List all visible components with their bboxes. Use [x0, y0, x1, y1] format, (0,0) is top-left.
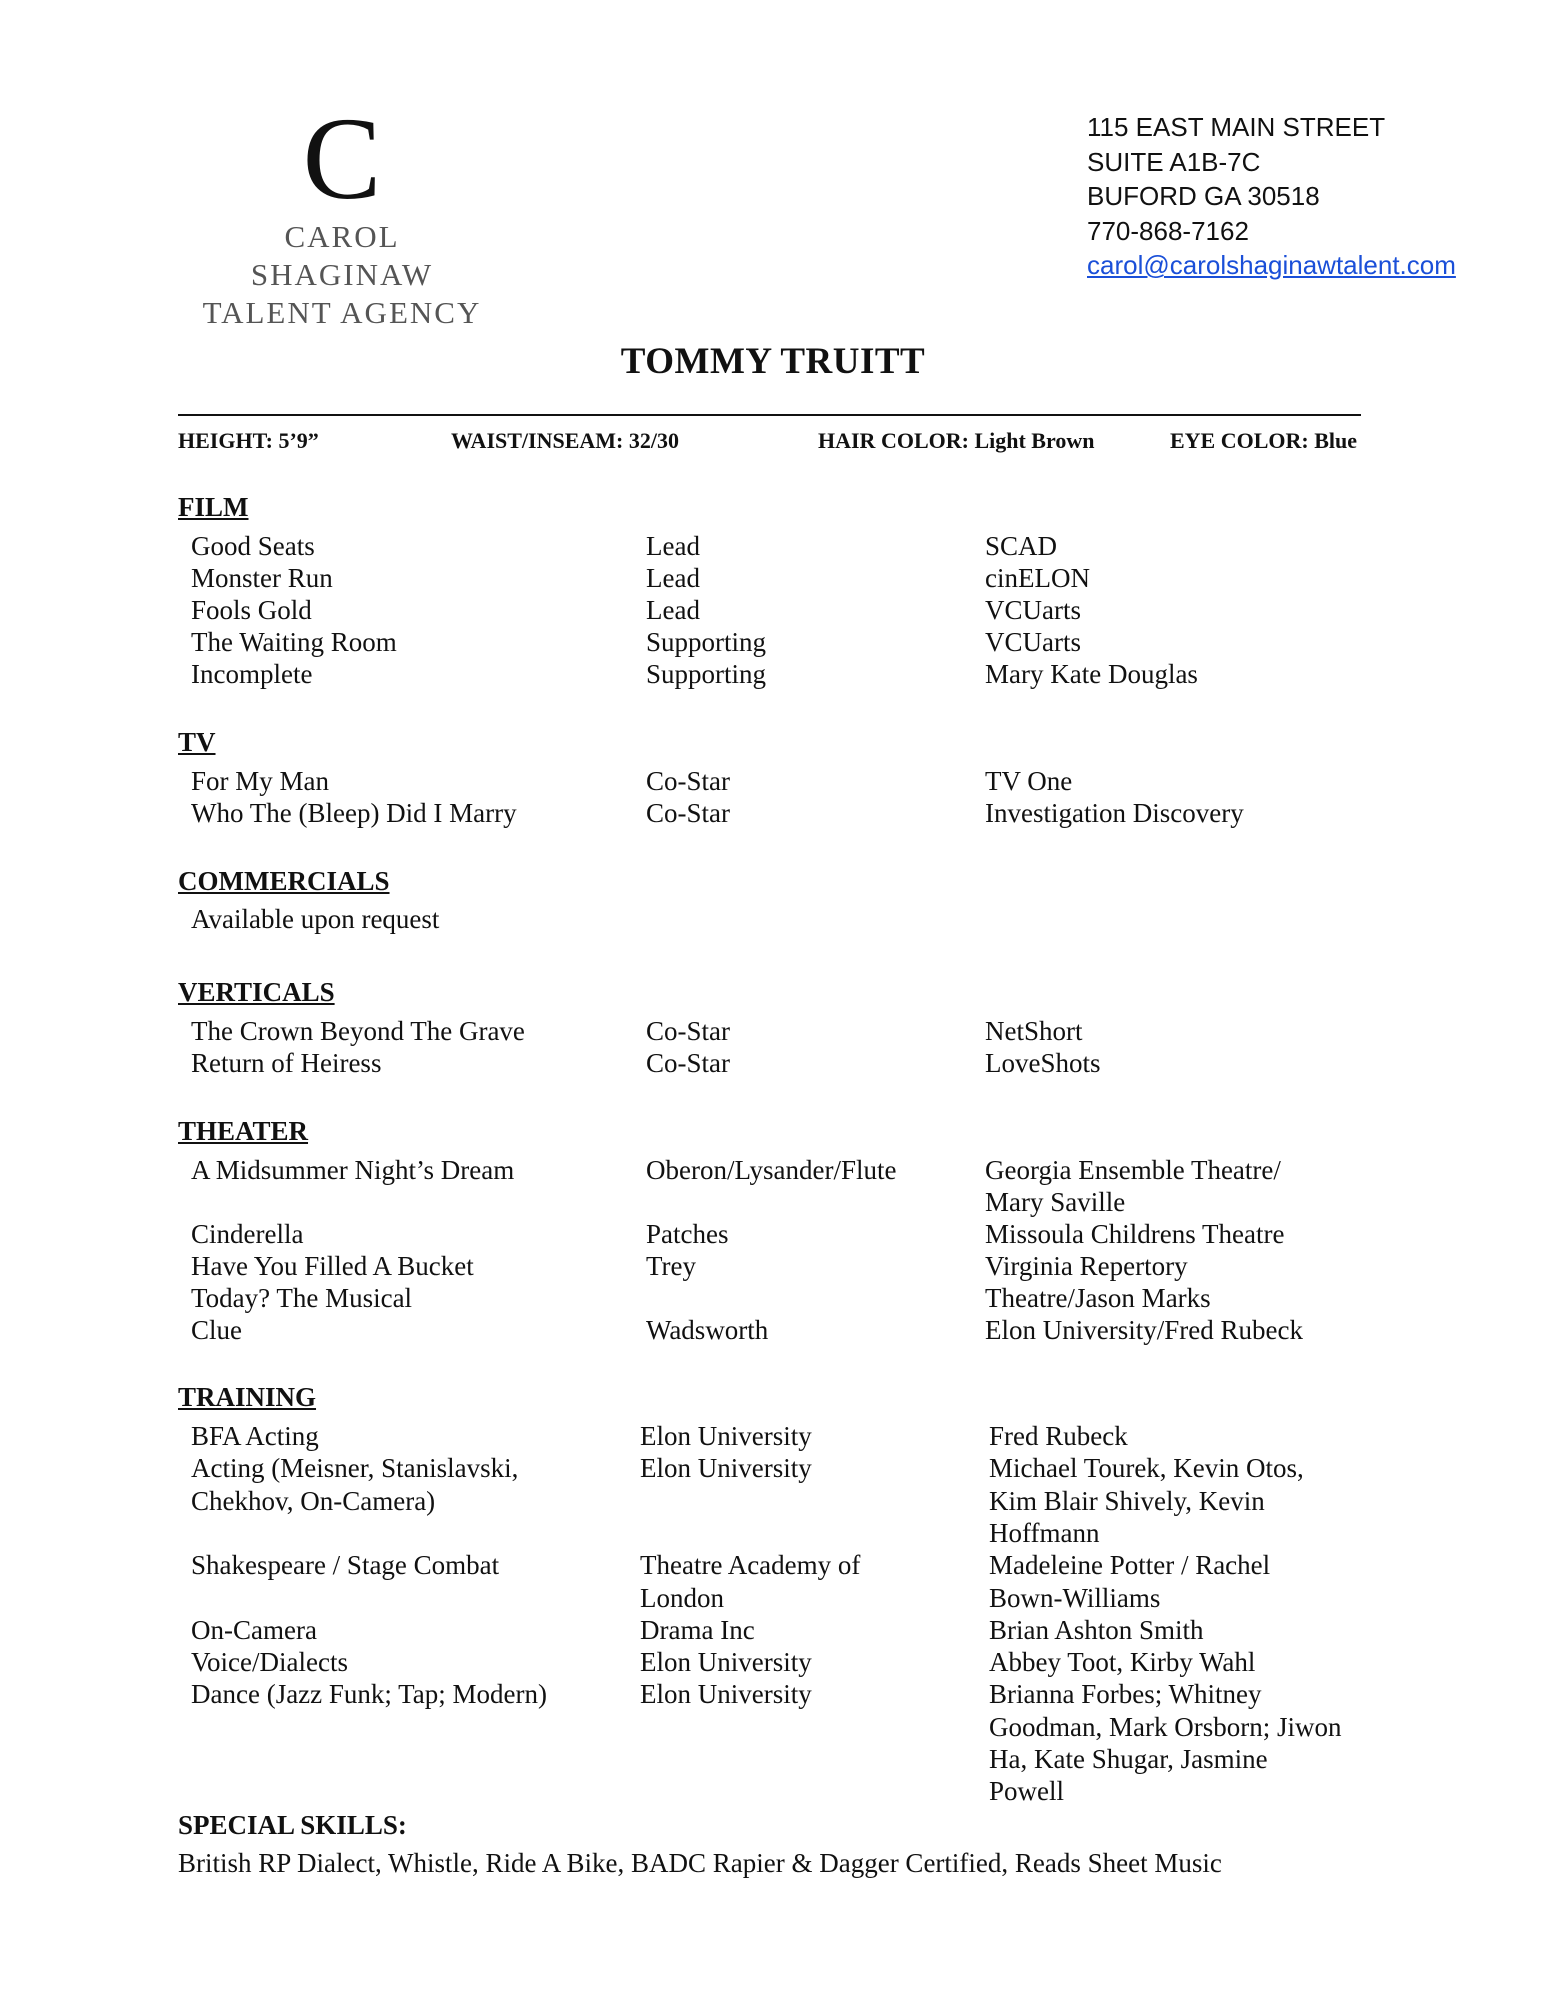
section-title-verticals: VERTICALS — [178, 977, 335, 1007]
training-row-cell: Kim Blair Shively, Kevin — [989, 1485, 1265, 1516]
stat-hair: HAIR COLOR: Light Brown — [818, 428, 1095, 453]
verticals-row-cell: Co-Star — [646, 1048, 730, 1078]
theater-row-cell: Virginia Repertory — [985, 1251, 1188, 1281]
theater-row-cell: Have You Filled A Bucket — [191, 1251, 474, 1281]
stat-waist: WAIST/INSEAM: 32/30 — [451, 428, 679, 453]
section-title-commercials: COMMERCIALS — [178, 866, 390, 896]
header-divider — [178, 414, 1361, 416]
theater-row-cell: Georgia Ensemble Theatre/ — [985, 1155, 1281, 1185]
logo-line-2: TALENT AGENCY — [202, 295, 482, 330]
training-row-cell: Elon University — [640, 1453, 812, 1484]
film-row-cell: Mary Kate Douglas — [985, 659, 1198, 689]
film-row-cell: Lead — [646, 563, 700, 593]
film-row-cell: Incomplete — [191, 659, 313, 689]
section-title-training: TRAINING — [178, 1382, 317, 1412]
training-row-cell: Theatre Academy of — [640, 1550, 861, 1581]
theater-row-cell: A Midsummer Night’s Dream — [191, 1155, 515, 1185]
film-row-cell: cinELON — [985, 563, 1090, 593]
film-row-cell: Fools Gold — [191, 595, 312, 625]
training-row-cell: Bown-Williams — [989, 1582, 1161, 1613]
training-row-cell: Madeleine Potter / Rachel — [989, 1550, 1271, 1581]
verticals-row-cell: LoveShots — [985, 1048, 1101, 1078]
film-row-cell: SCAD — [985, 531, 1058, 561]
film-row-cell: Lead — [646, 531, 700, 561]
address-line-1: 115 EAST MAIN STREET — [1087, 112, 1386, 142]
training-row-cell: Shakespeare / Stage Combat — [191, 1550, 500, 1581]
film-row-cell: VCUarts — [985, 627, 1081, 657]
phone-number: 770-868-7162 — [1087, 215, 1249, 246]
theater-row-cell: Wadsworth — [646, 1315, 769, 1345]
training-row-cell: London — [640, 1582, 724, 1613]
training-row-cell: Elon University — [640, 1421, 812, 1451]
training-row-cell: Hoffmann — [989, 1517, 1100, 1548]
training-row-cell: Drama Inc — [640, 1614, 755, 1645]
training-row-cell: Acting (Meisner, Stanislavski, — [191, 1453, 519, 1484]
training-row-cell: Ha, Kate Shugar, Jasmine — [989, 1744, 1268, 1774]
film-row-cell: Good Seats — [191, 531, 315, 561]
training-row-cell: Chekhov, On-Camera) — [191, 1485, 436, 1516]
tv-row-cell: Investigation Discovery — [985, 798, 1244, 828]
section-title-theater: THEATER — [178, 1116, 309, 1146]
theater-row-cell: Cinderella — [191, 1219, 304, 1249]
training-row-cell: Elon University — [640, 1679, 812, 1710]
film-row-cell: Lead — [646, 595, 700, 625]
verticals-row-cell: Return of Heiress — [191, 1048, 382, 1078]
training-row-cell: Abbey Toot, Kirby Wahl — [989, 1647, 1256, 1678]
stat-eyes: EYE COLOR: Blue — [1170, 428, 1358, 453]
theater-row-cell: Patches — [646, 1219, 729, 1249]
training-row-cell: Brian Ashton Smith — [989, 1614, 1204, 1645]
commercials-text: Available upon request — [191, 904, 440, 934]
tv-row-cell: Co-Star — [646, 798, 730, 828]
training-row-cell: BFA Acting — [191, 1421, 319, 1451]
theater-row-cell: Elon University/Fred Rubeck — [985, 1315, 1303, 1345]
agency-contact — [1087, 110, 1456, 283]
training-row-cell: Michael Tourek, Kevin Otos, — [989, 1453, 1304, 1484]
training-row-cell: Goodman, Mark Orsborn; Jiwon — [989, 1711, 1342, 1742]
film-row-cell: VCUarts — [985, 595, 1081, 625]
theater-row-cell: Theatre/Jason Marks — [985, 1283, 1211, 1313]
logo-letter: C — [302, 93, 382, 224]
address-line-2: SUITE A1B-7C — [1087, 146, 1261, 177]
training-row-cell: Dance (Jazz Funk; Tap; Modern) — [191, 1679, 547, 1710]
email-link[interactable]: carol@carolshaginawtalent.com — [1087, 250, 1456, 280]
film-row-cell: Supporting — [646, 659, 767, 689]
film-row-cell: The Waiting Room — [191, 627, 397, 657]
theater-row-cell: Clue — [191, 1315, 242, 1345]
verticals-row-cell: The Crown Beyond The Grave — [191, 1016, 525, 1046]
agency-logo — [192, 93, 492, 332]
theater-row-cell: Mary Saville — [985, 1187, 1126, 1217]
address-line-3: BUFORD GA 30518 — [1087, 181, 1320, 211]
theater-row-cell: Oberon/Lysander/Flute — [646, 1155, 897, 1185]
training-row-cell: Voice/Dialects — [191, 1647, 348, 1678]
tv-row-cell: Who The (Bleep) Did I Marry — [191, 798, 517, 828]
training-row-cell: Powell — [989, 1776, 1065, 1807]
film-row-cell: Monster Run — [191, 563, 333, 593]
section-title-skills: SPECIAL SKILLS: — [178, 1810, 407, 1840]
tv-row-cell: For My Man — [191, 766, 330, 796]
training-row-cell: Elon University — [640, 1647, 812, 1678]
logo-line-1: CAROL SHAGINAW — [250, 219, 434, 292]
theater-row-cell: Missoula Childrens Theatre — [985, 1219, 1285, 1249]
tv-row-cell: Co-Star — [646, 766, 730, 796]
training-row-cell: Fred Rubeck — [989, 1421, 1128, 1451]
skills-text: British RP Dialect, Whistle, Ride A Bike, BADC Rapier & Dagger Certified, Reads Sheet Music — [178, 1848, 1222, 1878]
stat-height: HEIGHT: 5’9” — [178, 428, 319, 453]
training-row-cell: On-Camera — [191, 1614, 317, 1645]
film-row-cell: Supporting — [646, 627, 767, 657]
actor-name: TOMMY TRUITT — [620, 341, 926, 382]
theater-row-cell: Trey — [646, 1251, 697, 1281]
verticals-row-cell: Co-Star — [646, 1016, 730, 1046]
training-row-cell: Brianna Forbes; Whitney — [989, 1679, 1262, 1710]
section-title-film: FILM — [178, 492, 249, 522]
theater-row-cell: Today? The Musical — [191, 1283, 413, 1313]
section-title-tv: TV — [178, 727, 216, 757]
tv-row-cell: TV One — [985, 766, 1073, 796]
verticals-row-cell: NetShort — [985, 1016, 1083, 1046]
